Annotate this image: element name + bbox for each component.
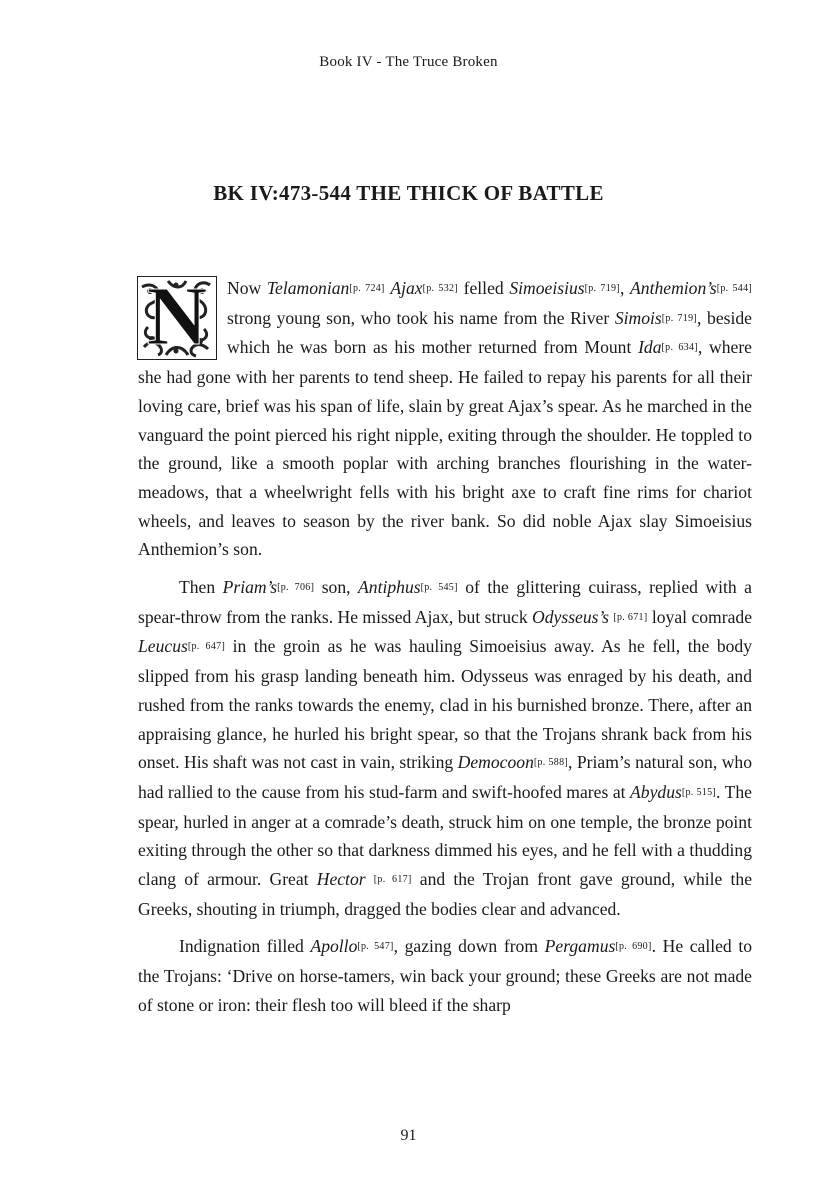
- text-run: Then: [179, 577, 223, 598]
- text-run: son,: [314, 577, 359, 598]
- page-number: 91: [400, 1127, 417, 1144]
- page-reference: [p. 515]: [681, 786, 717, 798]
- page-reference: [p. 724]: [349, 283, 385, 294]
- page-reference: [p. 634]: [661, 342, 698, 354]
- text-run: ,: [619, 278, 631, 298]
- text-run: Indignation filled: [179, 936, 311, 957]
- name-term: Simois: [614, 307, 662, 328]
- page-reference: [p. 671]: [613, 611, 648, 623]
- paragraph: [138, 573, 752, 923]
- paragraph: [138, 932, 752, 1019]
- page-reference: [p. 719]: [661, 312, 698, 324]
- text-run: , gazing down from: [393, 936, 545, 957]
- page-reference: [p. 690]: [615, 941, 652, 953]
- name-term: Anthemion’s: [630, 278, 717, 298]
- name-term: Leucus: [138, 636, 188, 657]
- page-reference: [p. 544]: [716, 283, 753, 294]
- text-run: of the glittering cuirass, replied with a spear-throw from the ranks. He missed Ajax, but struck: [138, 577, 752, 627]
- text-run: [366, 869, 374, 889]
- page-reference: [p. 719]: [584, 283, 620, 294]
- text-run: felled: [457, 278, 510, 298]
- body-text: [138, 274, 752, 1020]
- page-reference: [p. 647]: [187, 641, 226, 653]
- page-reference: [p. 706]: [277, 582, 315, 594]
- page-reference: [p. 547]: [357, 941, 394, 953]
- name-term: Telamonian: [266, 278, 350, 298]
- name-term: Democoon: [457, 752, 534, 773]
- name-term: Apollo: [310, 936, 358, 957]
- drop-cap-letter: N: [146, 276, 208, 360]
- name-term: Simoeisius: [509, 278, 585, 298]
- text-run: , beside which he was born as his mother returned from Mount: [227, 307, 752, 358]
- name-term: Pergamus: [544, 936, 616, 957]
- text-run: strong young son, who took his name from the River: [227, 307, 615, 328]
- page-reference: [p. 532]: [422, 283, 458, 294]
- name-term: Antiphus: [358, 577, 421, 598]
- text-run: Now: [227, 278, 267, 298]
- page-reference: [p. 588]: [533, 757, 568, 769]
- text-run: . He called to the Trojans: ‘Drive on horse-tamers, win back your ground; these Greeks are not made of stone or iron: their flesh too will bleed if the sharp: [138, 936, 753, 1015]
- name-term: Hector: [316, 869, 366, 890]
- text-run: loyal comrade: [647, 606, 753, 627]
- page-reference: [p. 617]: [373, 874, 412, 886]
- chapter-title: BK IV:473-544 THE THICK OF BATTLE: [213, 181, 604, 205]
- text-run: . The spear, hurled in anger at a comrade’s death, struck him on one temple, the bronze point exiting through the other so that darkness dimmed his eyes, and he fell with a thudding clang of armour. Great: [138, 781, 752, 890]
- running-head: Book IV - The Truce Broken: [319, 54, 498, 70]
- paragraph: [138, 274, 752, 564]
- name-term: Ajax: [390, 278, 423, 298]
- name-term: Priam’s: [222, 577, 278, 598]
- name-term: Ida: [638, 337, 662, 358]
- text-run: in the groin as he was hauling Simoeisius away. As he fell, the body slipped from his grasp landing beneath him. Odysseus was enraged by his death, and rushed from the ranks towards the enemy, clad in his burnished bronze. There, after an appraising glance, he hurled his bright spear, so that the Trojans shrank back from his onset. His shaft was not cast in vain, striking: [138, 636, 753, 773]
- page-reference: [p. 545]: [420, 582, 458, 594]
- drop-cap-initial: [137, 276, 217, 360]
- text-run: , where she had gone with her parents to tend sheep. He failed to repay his parents for all their loving care, brief was his span of life, slain by great Ajax’s spear. As he marched in the vanguard the point pierced his right nipple, exiting through the shoulder. He toppled to the ground, like a smooth poplar with arching branches flourishing in the water-meadows, that a wheelwright fells with his bright axe to craft fine rims for chariot wheels, and leaves to season by the river bank. So did noble Ajax slay Simoeisius Anthemion’s son.: [138, 337, 752, 560]
- text-run: and the Trojan front gave ground, while the Greeks, shouting in triumph, dragged the bodies clear and advanced.: [138, 869, 753, 919]
- name-term: Odysseus’s: [532, 606, 609, 627]
- name-term: Abydus: [630, 781, 682, 802]
- text-run: , Priam’s natural son, who had rallied to the cause from his stud-farm and swift-hoofed mares at: [138, 752, 752, 802]
